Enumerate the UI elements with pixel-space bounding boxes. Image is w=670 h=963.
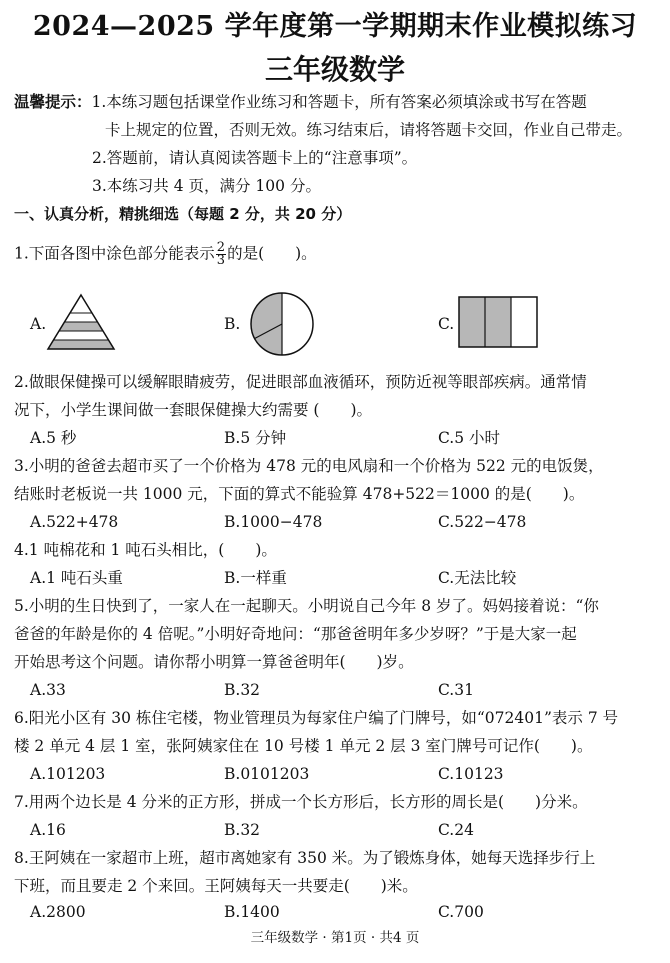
q5-option-a[interactable]: A.33 <box>30 681 66 699</box>
q5-option-b[interactable]: B.32 <box>224 681 261 699</box>
question-8-line-1: 8.王阿姨在一家超市上班，超市离她家有 350 米。为了锻炼身体，她每天选择步行上 <box>14 849 596 867</box>
q6-option-a[interactable]: A.101203 <box>30 765 106 783</box>
question-6-line-2: 楼 2 单元 4 层 1 室，张阿姨家住在 10 号楼 1 单元 2 层 3 室门牌号可记作( )。 <box>14 737 593 755</box>
q2-option-b[interactable]: B.5 分钟 <box>224 429 287 447</box>
section-heading: 一、认真分析，精挑细选（每题 2 分，共 20 分） <box>14 205 352 223</box>
question-6-line-1: 6.阳光小区有 30 栋住宅楼，物业管理员为每家住户编了门牌号，如“072401”表示 7 号 <box>14 709 619 727</box>
rectangle-shaded-2 <box>485 297 511 347</box>
q1-option-a-label[interactable]: A. <box>30 315 47 333</box>
q3-option-b[interactable]: B.1000−478 <box>224 513 323 531</box>
question-5-line-3: 开始思考这个问题。请你帮小明算一算爸爸明年( )岁。 <box>14 653 414 671</box>
question-2-line-1: 2.做眼保健操可以缓解眼睛疲劳，促进眼部血液循环，预防近视等眼部疾病。通常情 <box>14 373 587 391</box>
q7-option-b[interactable]: B.32 <box>224 821 261 839</box>
question-3-line-2: 结账时老板说一共 1000 元，下面的算式不能验算 478+522＝1000 的是( )。 <box>14 485 585 503</box>
question-2-line-2: 况下，小学生课间做一套眼保健操大约需要 ( )。 <box>14 401 373 419</box>
triangle-band-top <box>47 322 115 331</box>
circle-shaded-half <box>251 293 282 355</box>
q4-option-c[interactable]: C.无法比较 <box>438 569 517 587</box>
q8-option-c[interactable]: C.700 <box>438 903 484 921</box>
question-1-stem: 1.下面各图中涂色部分能表示 $\frac{2}{3}$ 的是( )。 <box>14 240 317 268</box>
triangle-band-bottom <box>47 340 115 349</box>
notice-label: 温馨提示： <box>14 93 92 111</box>
question-5-line-1: 5.小明的生日快到了，一家人在一起聊天。小明说自己今年 8 岁了。妈妈接着说：“你 <box>14 597 599 615</box>
notice-line-3: 2.答题前，请认真阅读答题卡上的“注意事项”。 <box>92 149 418 167</box>
rectangle-figure <box>458 296 538 348</box>
q3-option-a[interactable]: A.522+478 <box>30 513 119 531</box>
q1-option-b-label[interactable]: B. <box>224 315 241 333</box>
notice-line-2: 卡上规定的位置，否则无效。练习结束后，请将答题卡交回，作业自己带走。 <box>105 121 633 139</box>
question-3-line-1: 3.小明的爸爸去超市买了一个价格为 478 元的电风扇和一个价格为 522 元的电饭煲， <box>14 457 604 475</box>
q7-option-a[interactable]: A.16 <box>30 821 66 839</box>
q5-option-c[interactable]: C.31 <box>438 681 474 699</box>
q3-option-c[interactable]: C.522−478 <box>438 513 527 531</box>
notice-line-4: 3.本练习共 4 页，满分 100 分。 <box>92 177 321 195</box>
fraction-two-thirds: $\frac{2}{3}$ <box>216 240 226 268</box>
page-subtitle: 三年级数学 <box>264 53 405 86</box>
q2-option-c[interactable]: C.5 小时 <box>438 429 501 447</box>
question-8-line-2: 下班，而且要走 2 个来回。王阿姨每天一共要走( )米。 <box>14 877 418 895</box>
q8-option-a[interactable]: A.2800 <box>30 903 86 921</box>
notice-line-1: 温馨提示：1.本练习题包括课堂作业练习和答题卡，所有答案必须填涂或书写在答题 <box>14 93 587 111</box>
q6-option-c[interactable]: C.10123 <box>438 765 504 783</box>
q6-option-b[interactable]: B.0101203 <box>224 765 310 783</box>
triangle-figure <box>47 294 115 350</box>
q8-option-b[interactable]: B.1400 <box>224 903 280 921</box>
q7-option-c[interactable]: C.24 <box>438 821 474 839</box>
q2-option-a[interactable]: A.5 秒 <box>30 429 77 447</box>
question-5-line-2: 爸爸的年龄是你的 4 倍呢。”小明好奇地问：“那爸爸明年多少岁呀？”于是大家一起 <box>14 625 577 643</box>
circle-figure <box>250 292 314 356</box>
page-title: 2024—2025 学年度第一学期期末作业模拟练习 <box>32 11 638 42</box>
rectangle-shaded-1 <box>459 297 485 347</box>
page-footer: 三年级数学 · 第1页 · 共4 页 <box>250 930 420 946</box>
question-4-line-1: 4.1 吨棉花和 1 吨石头相比，( )。 <box>14 541 277 559</box>
q4-option-a[interactable]: A.1 吨石头重 <box>30 569 123 587</box>
q1-option-c-label[interactable]: C. <box>438 315 455 333</box>
q4-option-b[interactable]: B.一样重 <box>224 569 287 587</box>
question-7-line-1: 7.用两个边长是 4 分米的正方形，拼成一个长方形后，长方形的周长是( )分米。 <box>14 793 588 811</box>
